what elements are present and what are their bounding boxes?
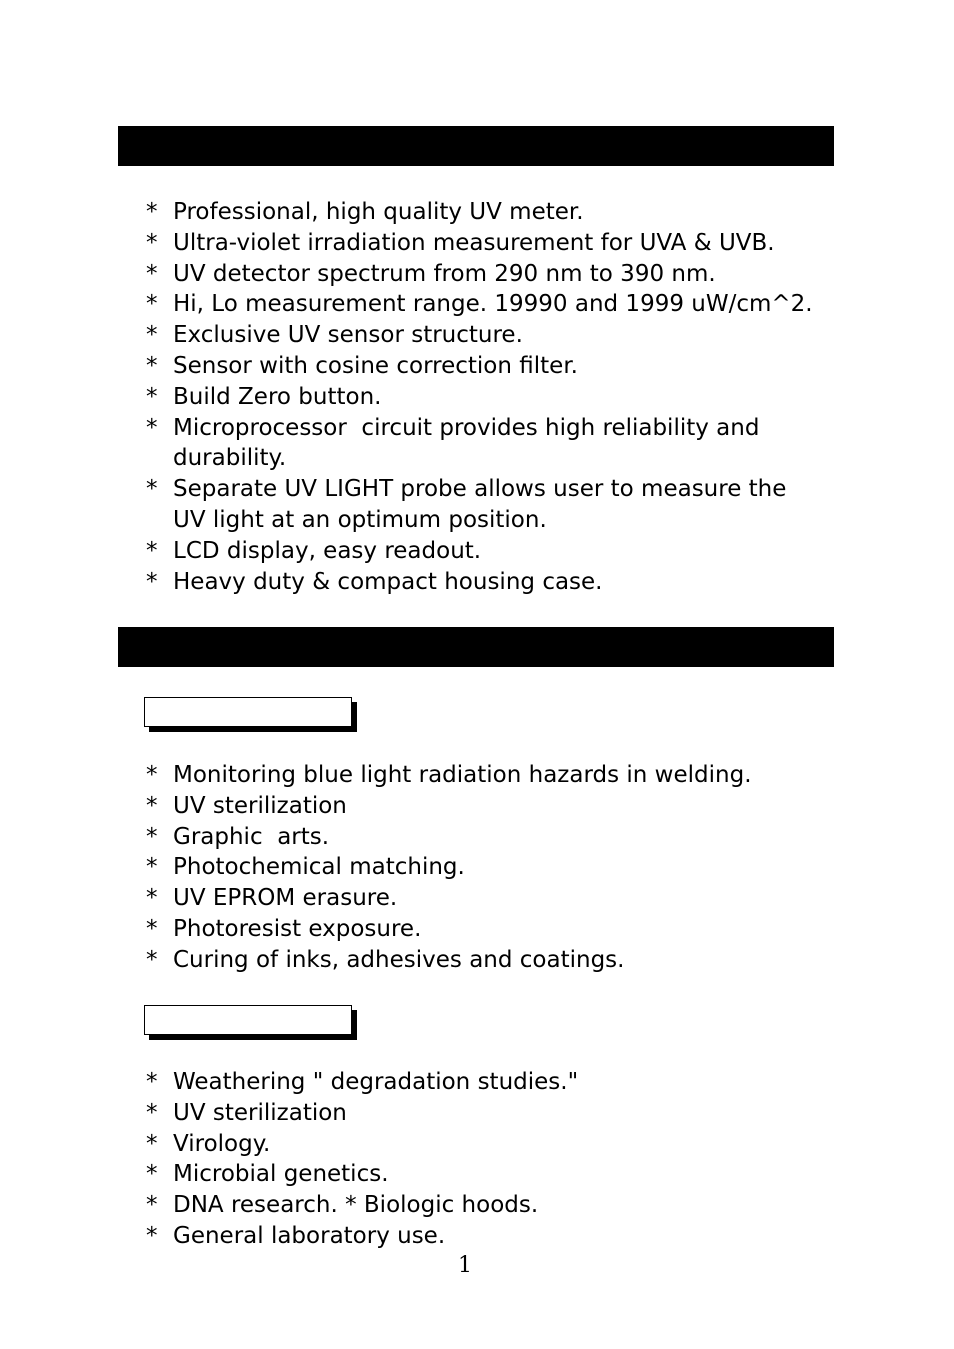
list-item-text: Hi, Lo measurement range. 19990 and 1999 uW/cm^2.	[173, 291, 813, 318]
bullet-star: *	[146, 229, 158, 256]
bullet-star: *	[146, 476, 158, 503]
applications-list-1	[146, 760, 826, 976]
list-item-text: Microprocessor circuit provides high reliability and durability.	[173, 414, 760, 472]
list-item-text: Separate UV LIGHT probe allows user to measure the UV light at an optimum position.	[173, 476, 787, 533]
list-item-text: General laboratory use.	[173, 1222, 446, 1249]
bullet-star: *	[146, 1130, 158, 1157]
list-item-text: Graphic arts.	[173, 823, 330, 850]
bullet-star: *	[146, 946, 158, 973]
section-header-bar-applications	[118, 627, 834, 667]
list-item	[146, 382, 826, 413]
bullet-star: *	[146, 414, 158, 441]
list-item-text: Virology.	[173, 1130, 271, 1157]
list-item-text: Heavy duty & compact housing case.	[173, 568, 603, 595]
features-list	[146, 197, 826, 597]
section-header-bar-features	[118, 126, 834, 166]
list-item-text: Sensor with cosine correction filter.	[173, 352, 578, 379]
list-item	[146, 1129, 826, 1160]
list-item-text: UV detector spectrum from 290 nm to 390 nm.	[173, 260, 716, 287]
list-item	[146, 259, 826, 290]
list-item	[146, 883, 826, 914]
bullet-star: *	[146, 762, 158, 788]
list-item	[146, 1067, 826, 1098]
bullet-star: *	[146, 291, 158, 318]
list-item	[146, 536, 826, 567]
list-item-text: Photoresist exposure.	[173, 915, 422, 942]
list-item	[146, 791, 826, 822]
page-number: 1	[458, 1253, 472, 1278]
bullet-star: *	[146, 1161, 158, 1188]
subsection-label-box-1	[144, 697, 352, 727]
list-item-text: Professional, high quality UV meter.	[173, 199, 584, 225]
list-item-text: Photochemical matching.	[173, 854, 465, 881]
list-item-text: UV sterilization	[173, 1099, 347, 1126]
list-item	[146, 914, 826, 945]
list-item-text: Build Zero button.	[173, 383, 382, 410]
list-item	[146, 289, 826, 320]
list-item	[146, 351, 826, 382]
list-item	[146, 567, 826, 598]
bullet-star: *	[146, 854, 158, 881]
list-item	[146, 1159, 826, 1190]
list-item	[146, 1098, 826, 1129]
list-item-text: LCD display, easy readout.	[173, 537, 482, 564]
list-item	[146, 197, 826, 228]
applications-list-2	[146, 1067, 826, 1252]
list-item	[146, 822, 826, 853]
list-item	[146, 474, 826, 536]
list-item	[146, 320, 826, 351]
list-item-text: Exclusive UV sensor structure.	[173, 322, 523, 349]
bullet-star: *	[146, 383, 158, 410]
list-item	[146, 413, 826, 475]
list-item-text: Monitoring blue light radiation hazards in welding.	[173, 762, 752, 788]
bullet-star: *	[146, 199, 158, 225]
list-item-text: UV EPROM erasure.	[173, 885, 398, 912]
bullet-star: *	[146, 260, 158, 287]
list-item	[146, 228, 826, 259]
bullet-star: *	[146, 915, 158, 942]
list-item-text: UV sterilization	[173, 792, 347, 819]
bullet-star: *	[146, 1192, 158, 1219]
bullet-star: *	[146, 1069, 158, 1095]
list-item	[146, 760, 826, 791]
list-item	[146, 1190, 826, 1221]
list-item-text: Microbial genetics.	[173, 1161, 389, 1188]
bullet-star: *	[146, 823, 158, 850]
bullet-star: *	[146, 792, 158, 819]
list-item-text: Weathering " degradation studies."	[173, 1069, 579, 1095]
bullet-star: *	[146, 537, 158, 564]
bullet-star: *	[146, 352, 158, 379]
subsection-label-box-2	[144, 1005, 352, 1035]
bullet-star: *	[146, 322, 158, 349]
list-item-text: Ultra-violet irradiation measurement for UVA & UVB.	[173, 229, 775, 256]
list-item	[146, 852, 826, 883]
list-item-text: Curing of inks, adhesives and coatings.	[173, 946, 625, 973]
list-item	[146, 1221, 826, 1252]
bullet-star: *	[146, 1222, 158, 1249]
bullet-star: *	[146, 568, 158, 595]
bullet-star: *	[146, 885, 158, 912]
bullet-star: *	[146, 1099, 158, 1126]
list-item-text: DNA research. * Biologic hoods.	[173, 1192, 539, 1219]
list-item	[146, 945, 826, 976]
